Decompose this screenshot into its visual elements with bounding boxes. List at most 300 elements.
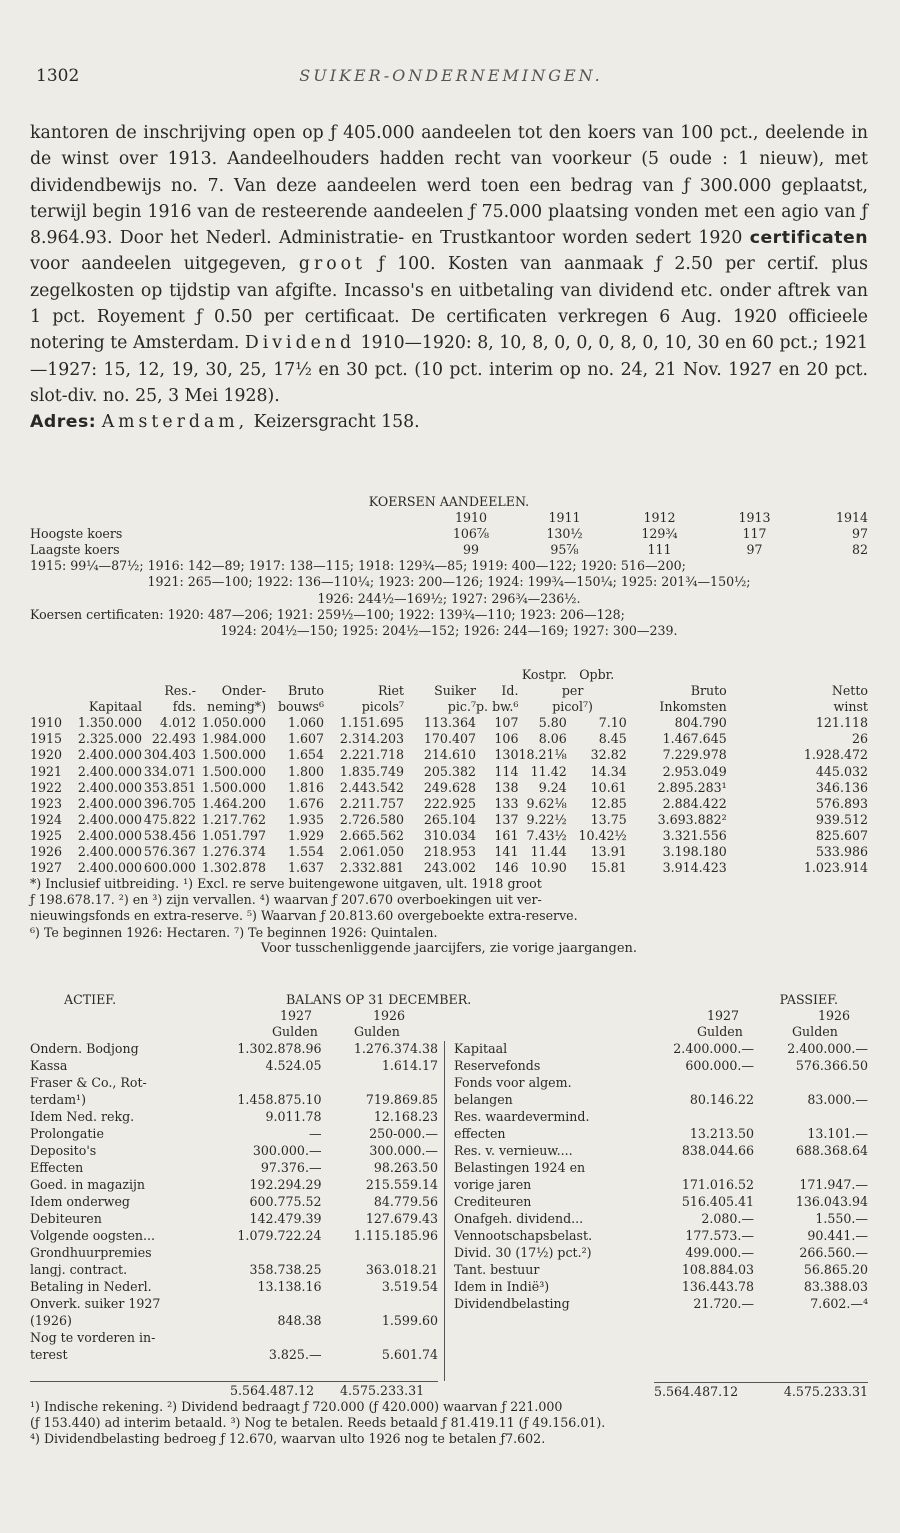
- amount-cell: 13.213.50: [689, 1126, 754, 1142]
- header-cell: Res.-: [164, 683, 196, 699]
- amount-cell: 136.043.94: [795, 1194, 868, 1210]
- stats-section: [30, 667, 868, 957]
- amount-cell: [754, 1109, 868, 1126]
- value-cell: 2.400.000: [77, 827, 142, 843]
- year-cell: 1924: [30, 811, 63, 827]
- unit-label: Gulden: [792, 1024, 838, 1039]
- actief-row: [30, 1347, 438, 1364]
- item-label: Kassa: [30, 1058, 68, 1074]
- year-label: 1926: [818, 1008, 851, 1023]
- item-label: Idem Ned. rekg.: [30, 1109, 135, 1125]
- amount-cell: 171.947.—: [799, 1177, 868, 1193]
- year-cell: 1922: [30, 779, 63, 795]
- item-label: Betaling in Nederl.: [30, 1279, 152, 1295]
- koersen-line-2: 1921: 265—100; 1922: 136—110¼; 1923: 200—126; 1924: 199¾—150¼; 1925: 201¾—150½;: [147, 574, 751, 590]
- item-label: Prolongatie: [30, 1126, 104, 1142]
- value-cell: 2.884.422: [662, 795, 727, 811]
- stats-note-2: ƒ 198.678.17. ²) en ³) zijn vervallen. ⁴) waarvan ƒ 207.670 overboekingen uit ver-: [30, 892, 542, 908]
- header-cell: Kapitaal: [88, 699, 142, 715]
- amount-cell: 171.016.52: [681, 1177, 754, 1193]
- actief-row: [30, 1109, 438, 1126]
- passief-row: [454, 1262, 868, 1279]
- value-cell: 97: [851, 526, 868, 542]
- value-cell: 111: [647, 542, 672, 558]
- amount-cell: 1.079.722.24: [237, 1228, 322, 1244]
- item-label: Kapitaal: [454, 1041, 508, 1057]
- value-cell: 1.816: [287, 779, 324, 795]
- item-label: Divid. 30 (17½) pct.²): [454, 1245, 592, 1261]
- item-label: Res. v. vernieuw....: [454, 1143, 573, 1159]
- year-cell: 1927: [30, 860, 63, 876]
- value-cell: 205.382: [423, 763, 476, 779]
- page-header: [36, 66, 866, 88]
- item-label: Onverk. suiker 1927: [30, 1296, 161, 1312]
- actief-row: [30, 1330, 438, 1347]
- actief-row: [30, 1041, 438, 1058]
- value-cell: 804.790: [674, 715, 727, 731]
- value-cell: 107: [494, 715, 519, 731]
- value-cell: 7.43½: [526, 827, 567, 843]
- amount-cell: 300.000.—: [369, 1143, 438, 1159]
- value-cell: 137: [494, 811, 519, 827]
- koersen-years-row: [30, 510, 868, 526]
- item-label: Nog te vorderen in-: [30, 1330, 156, 1346]
- actief-label: ACTIEF.: [64, 992, 117, 1007]
- value-cell: 2.061.050: [339, 844, 404, 860]
- value-cell: 1.302.878: [201, 860, 266, 876]
- amount-cell: 215.559.14: [365, 1177, 438, 1193]
- item-label: Reservefonds: [454, 1058, 541, 1074]
- value-cell: 1.984.000: [201, 731, 266, 747]
- item-label: Effecten: [30, 1160, 84, 1176]
- item-label: Onafgeh. dividend...: [454, 1211, 584, 1227]
- item-label: Ondern. Bodjong: [30, 1041, 139, 1057]
- value-cell: 1.654: [287, 747, 324, 763]
- amount-cell: 13.138.16: [257, 1279, 322, 1295]
- item-label: terdam¹): [30, 1092, 87, 1108]
- value-cell: 600.000: [143, 860, 196, 876]
- header-cell: winst: [833, 699, 868, 715]
- value-cell: 130½: [546, 526, 583, 542]
- amount-cell: [222, 1330, 321, 1347]
- amount-cell: 136.443.78: [681, 1279, 754, 1295]
- value-cell: 1.050.000: [201, 715, 266, 731]
- item-label: Debiteuren: [30, 1211, 102, 1227]
- header-cell: Riet: [377, 683, 404, 699]
- amount-cell: 300.000.—: [252, 1143, 322, 1159]
- header-cell: Bruto: [690, 683, 727, 699]
- year-label: 1926: [373, 1008, 406, 1023]
- actief-row: [30, 1245, 438, 1262]
- koersen-row: [30, 526, 868, 542]
- unit-label: Gulden: [697, 1024, 743, 1039]
- value-cell: 1.217.762: [201, 811, 266, 827]
- actief-row: [30, 1126, 438, 1143]
- amount-cell: 97.376.—: [260, 1160, 322, 1176]
- year-cell: 1926: [30, 844, 63, 860]
- value-cell: 214.610: [423, 747, 476, 763]
- certificaten-heading: certificaten: [749, 228, 869, 249]
- value-cell: 1.929: [287, 827, 324, 843]
- value-cell: 99: [462, 542, 480, 558]
- value-cell: 1.350.000: [77, 715, 142, 731]
- value-cell: 138: [494, 779, 519, 795]
- amount-cell: 177.573.—: [685, 1228, 754, 1244]
- value-cell: 2.400.000: [77, 844, 142, 860]
- intro-text-3: ƒ 100. Kosten van aanmaak ƒ 2.50 per certif. plus zegelkosten op tijdstip van afgifte. Incasso's en uitbetaling van dividend etc. onder aftrek van 1 pct. Royement ƒ 0.50 per certificaat. De certificaten verkregen 6 Aug. 1920 officieele notering te Amsterdam.: [30, 254, 869, 354]
- value-cell: 475.822: [143, 811, 196, 827]
- header-cell: Id.: [501, 683, 519, 699]
- row-label: Laagste koers: [30, 542, 120, 558]
- stats-header-row: [30, 667, 868, 683]
- amount-cell: 83.388.03: [803, 1279, 868, 1295]
- value-cell: 2.443.542: [339, 779, 404, 795]
- amount-cell: [754, 1075, 868, 1092]
- value-cell: 2.400.000: [77, 747, 142, 763]
- value-cell: 114: [494, 763, 519, 779]
- stats-header-row: [30, 699, 868, 715]
- value-cell: 243.002: [423, 860, 476, 876]
- item-label: effecten: [454, 1126, 506, 1142]
- stats-reference: Voor tusschenliggende jaarcijfers, zie vorige jaargangen.: [260, 940, 638, 956]
- passief-row: [454, 1092, 868, 1109]
- amount-cell: [222, 1296, 321, 1313]
- value-cell: 13.75: [590, 811, 627, 827]
- passief-row: [454, 1058, 868, 1075]
- company-description: [30, 120, 868, 436]
- value-cell: 576.893: [815, 795, 868, 811]
- value-cell: 1.500.000: [201, 747, 266, 763]
- value-cell: 5.80: [538, 715, 567, 731]
- amount-cell: 21.720.—: [693, 1296, 754, 1312]
- value-cell: 141: [494, 844, 519, 860]
- amount-cell: —: [308, 1126, 322, 1142]
- amount-cell: 2.400.000.—: [787, 1041, 868, 1057]
- dividend-word: Dividend: [244, 333, 356, 354]
- value-cell: 106: [494, 731, 519, 747]
- passief-row: [454, 1126, 868, 1143]
- amount-cell: [222, 1075, 321, 1092]
- value-cell: 9.62⅛: [526, 795, 567, 811]
- amount-cell: 84.779.56: [373, 1194, 438, 1210]
- actief-row: [30, 1177, 438, 1194]
- item-label: Deposito's: [30, 1143, 97, 1159]
- amount-cell: 363.018.21: [365, 1262, 438, 1278]
- value-cell: 2.953.049: [662, 763, 727, 779]
- actief-row: [30, 1228, 438, 1245]
- koersen-cert-line-2: 1924: 204½—150; 1925: 204½—152; 1926: 244—169; 1927: 300—239.: [220, 622, 678, 638]
- year-cell: 1921: [30, 763, 63, 779]
- value-cell: 334.071: [143, 763, 196, 779]
- value-cell: 10.61: [590, 779, 627, 795]
- value-cell: 8.45: [598, 731, 627, 747]
- value-cell: 538.456: [143, 827, 196, 843]
- value-cell: 9.22½: [526, 811, 567, 827]
- value-cell: 1.835.749: [339, 763, 404, 779]
- actief-row: [30, 1058, 438, 1075]
- amount-cell: 142.479.39: [249, 1211, 322, 1227]
- unit-label: Gulden: [272, 1024, 318, 1039]
- row-label: Hoogste koers: [30, 526, 123, 542]
- amount-cell: 4.524.05: [265, 1058, 322, 1074]
- adres-label: Adres:: [30, 412, 97, 433]
- value-cell: 1.607: [287, 731, 324, 747]
- value-cell: 129¾: [641, 526, 678, 542]
- balance-title: BALANS OP 31 DECEMBER.: [286, 992, 472, 1007]
- actief-row: [30, 1143, 438, 1160]
- value-cell: 1.023.914: [803, 860, 868, 876]
- koersen-line-3: 1926: 244½—169½; 1927: 296¾—236½.: [317, 590, 581, 606]
- year-label: 1927: [707, 1008, 740, 1023]
- koersen-title: KOERSEN AANDEELEN.: [368, 494, 530, 509]
- stats-row: [30, 860, 868, 876]
- value-cell: 1.500.000: [201, 763, 266, 779]
- passief-row: [454, 1041, 868, 1058]
- amount-cell: 1.115.185.96: [353, 1228, 438, 1244]
- header-cell: fds.: [172, 699, 196, 715]
- value-cell: 9.24: [538, 779, 567, 795]
- stats-note-1: *) Inclusief uitbreiding. ¹) Excl. re serve buitengewone uitgaven, ult. 1918 groot: [30, 876, 542, 892]
- value-cell: 121.118: [815, 715, 868, 731]
- intro-text-1: kantoren de inschrijving open op ƒ 405.000 aandeelen tot den koers van 100 pct., deelende in de winst over 1913. Aandeelhouders hadden recht van voorkeur (5 oude : 1 nieuw), met dividendbewijs no. 7. Van deze aandeelen werd toen een bedrag van ƒ 300.000 geplaatst, terwijl begin 1916 van de resteerende aandeelen ƒ 75.000 plaatsing vonden met een agio van ƒ 8.964.93. Door het Nederl. Administratie- en Trustkantoor worden sedert 1920: [30, 123, 868, 249]
- adres-city: Amsterdam,: [101, 412, 249, 433]
- value-cell: 1.051.797: [201, 827, 266, 843]
- passief-row: [454, 1160, 868, 1177]
- year-cell: 1910: [454, 510, 488, 526]
- value-cell: 95⅞: [550, 542, 579, 558]
- value-cell: 1.464.200: [201, 795, 266, 811]
- amount-cell: 576.366.50: [795, 1058, 868, 1074]
- year-label: 1927: [280, 1008, 313, 1023]
- amount-cell: [754, 1160, 868, 1177]
- header-cell: picol⁷): [552, 699, 593, 715]
- amount-cell: 848.38: [277, 1313, 322, 1329]
- header-cell: Kostpr.: [521, 667, 567, 682]
- value-cell: 533.986: [815, 844, 868, 860]
- amount-cell: 600.775.52: [249, 1194, 322, 1210]
- item-label: Idem in Indië³): [454, 1279, 550, 1295]
- value-cell: 117: [742, 526, 767, 542]
- value-cell: 4.012: [159, 715, 196, 731]
- header-cell: per: [561, 683, 584, 699]
- value-cell: 2.400.000: [77, 779, 142, 795]
- amount-cell: 3.519.54: [381, 1279, 438, 1295]
- item-label: Grondhuurpremies: [30, 1245, 152, 1261]
- amount-cell: [644, 1160, 754, 1177]
- amount-cell: 2.400.000.—: [673, 1041, 754, 1057]
- amount-cell: 250-000.—: [369, 1126, 438, 1142]
- column-divider: [444, 1041, 445, 1381]
- amount-cell: 5.601.74: [381, 1347, 438, 1363]
- value-cell: 130: [494, 747, 519, 763]
- item-label: Goed. in magazijn: [30, 1177, 146, 1193]
- amount-cell: [644, 1109, 754, 1126]
- amount-cell: 1.550.—: [815, 1211, 868, 1227]
- value-cell: 1.637: [287, 860, 324, 876]
- amount-cell: 499.000.—: [685, 1245, 754, 1261]
- amount-cell: 2.080.—: [701, 1211, 754, 1227]
- passief-row: [454, 1228, 868, 1245]
- stats-body: [30, 715, 868, 876]
- value-cell: 218.953: [423, 844, 476, 860]
- header-cell: Inkomsten: [659, 699, 727, 715]
- item-label: Dividendbelasting: [454, 1296, 570, 1312]
- value-cell: 2.400.000: [77, 811, 142, 827]
- passief-row: [454, 1211, 868, 1228]
- year-cell: 1915: [30, 731, 63, 747]
- header-cell: p. bw.⁶: [476, 699, 519, 715]
- value-cell: 133: [494, 795, 519, 811]
- running-title: SUIKER-ONDERNEMINGEN.: [299, 66, 603, 85]
- stats-note-3: nieuwingsfonds en extra-reserve. ⁵) Waarvan ƒ 20.813.60 overgeboekte extra-reserve.: [30, 908, 578, 924]
- item-label: Vennootschapsbelast.: [454, 1228, 593, 1244]
- value-cell: 97: [746, 542, 763, 558]
- value-cell: 32.82: [590, 747, 627, 763]
- balance-footnote-2: (ƒ 153.440) ad interim betaald. ³) Nog te betalen. Reeds betaald ƒ 81.419.11 (ƒ 49.156.01).: [30, 1415, 606, 1431]
- stats-row: [30, 715, 868, 731]
- value-cell: 15.81: [590, 860, 627, 876]
- year-cell: 1912: [643, 510, 676, 526]
- amount-cell: 56.865.20: [803, 1262, 868, 1278]
- actief-row: [30, 1313, 438, 1330]
- header-cell: Suiker: [434, 683, 476, 699]
- amount-cell: 7.602.—⁴: [810, 1296, 868, 1312]
- amount-cell: [322, 1075, 438, 1092]
- value-cell: 3.321.556: [662, 827, 727, 843]
- value-cell: 249.628: [423, 779, 476, 795]
- balance-footnote-1: ¹) Indische rekening. ²) Dividend bedraagt ƒ 720.000 (ƒ 420.000) waarvan ƒ 221.000: [30, 1399, 563, 1414]
- value-cell: 2.221.718: [339, 747, 404, 763]
- value-cell: 26: [851, 731, 868, 747]
- item-label: terest: [30, 1347, 68, 1363]
- value-cell: 7.229.978: [662, 747, 727, 763]
- amount-cell: 3.825.—: [268, 1347, 322, 1363]
- value-cell: 346.136: [815, 779, 868, 795]
- value-cell: 304.403: [143, 747, 196, 763]
- value-cell: 3.198.180: [662, 844, 727, 860]
- amount-cell: 192.294.29: [249, 1177, 322, 1193]
- amount-cell: 358.738.25: [249, 1262, 322, 1278]
- value-cell: 10.42½: [578, 827, 627, 843]
- value-cell: 939.512: [815, 811, 868, 827]
- amount-cell: 838.044.66: [681, 1143, 754, 1159]
- year-cell: 1920: [30, 747, 63, 763]
- passief-row: [454, 1177, 868, 1194]
- value-cell: 445.032: [815, 763, 868, 779]
- value-cell: 146: [494, 860, 519, 876]
- amount-cell: 688.368.64: [795, 1143, 868, 1159]
- stats-row: [30, 844, 868, 860]
- value-cell: 1.800: [287, 763, 324, 779]
- value-cell: 222.925: [423, 795, 476, 811]
- value-cell: 825.607: [815, 827, 868, 843]
- item-label: Res. waardevermind.: [454, 1109, 590, 1125]
- year-cell: 1911: [548, 510, 581, 526]
- value-cell: 3.914.423: [662, 860, 727, 876]
- amount-cell: 1.458.875.10: [237, 1092, 322, 1108]
- koersen-section: [30, 494, 868, 639]
- passief-row: [454, 1245, 868, 1262]
- amount-cell: 12.168.23: [373, 1109, 438, 1125]
- amount-cell: 108.884.03: [681, 1262, 754, 1278]
- passief-row: [454, 1194, 868, 1211]
- value-cell: 2.726.580: [339, 811, 404, 827]
- item-label: langj. contract.: [30, 1262, 128, 1278]
- value-cell: 353.851: [143, 779, 196, 795]
- year-cell: 1914: [835, 510, 868, 526]
- actief-row: [30, 1194, 438, 1211]
- amount-cell: [222, 1245, 321, 1262]
- passief-row: [454, 1109, 868, 1126]
- value-cell: 1.276.374: [201, 844, 266, 860]
- value-cell: 310.034: [423, 827, 476, 843]
- stats-table: [30, 667, 868, 876]
- intro-text-4: 1910—1920: 8, 10, 8, 0, 0, 0, 8, 0, 10, 30 en 60 pct.; 1921—1927: 15, 12, 19, 30, 25, 17½ en 30 pct. (10 pct. interim op no. 24, 21 Nov. 1927 en 20 pct. slot-div. no. 25, 3 Mei 1928).: [30, 333, 868, 406]
- total-passief-1926: 4.575.233.31: [783, 1384, 868, 1399]
- value-cell: 1.676: [287, 795, 324, 811]
- year-cell: 1923: [30, 795, 63, 811]
- total-actief-1926: 4.575.233.31: [340, 1383, 425, 1398]
- amount-cell: 1.614.17: [381, 1058, 438, 1074]
- koersen-cert-line-1: Koersen certificaten: 1920: 487—206; 1921: 259½—100; 1922: 139¾—110; 1923: 206—128;: [30, 606, 625, 622]
- value-cell: 170.407: [423, 731, 476, 747]
- value-cell: 576.367: [143, 844, 196, 860]
- value-cell: 1.928.472: [803, 747, 868, 763]
- amount-cell: 1.599.60: [381, 1313, 438, 1329]
- item-label: Fonds voor algem.: [454, 1075, 572, 1091]
- amount-cell: 98.263.50: [373, 1160, 438, 1176]
- item-label: Volgende oogsten...: [30, 1228, 156, 1244]
- value-cell: 82: [851, 542, 868, 558]
- header-cell: Opbr.: [579, 667, 615, 682]
- actief-row: [30, 1092, 438, 1109]
- value-cell: 11.44: [530, 844, 567, 860]
- year-cell: 1913: [738, 510, 771, 526]
- header-cell: picols⁷: [361, 699, 404, 715]
- total-passief-1927: 5.564.487.12: [654, 1384, 739, 1399]
- header-cell: Bruto: [287, 683, 324, 699]
- year-cell: 1910: [30, 715, 63, 731]
- amount-cell: 90.441.—: [807, 1228, 868, 1244]
- header-cell: neming*): [207, 699, 266, 715]
- item-label: Belastingen 1924 en: [454, 1160, 586, 1176]
- value-cell: 3.693.882²: [657, 811, 727, 827]
- actief-table: [30, 1041, 438, 1364]
- value-cell: 1.151.695: [339, 715, 404, 731]
- koersen-table: [30, 510, 868, 558]
- value-cell: 1.467.645: [662, 731, 727, 747]
- value-cell: 12.85: [590, 795, 627, 811]
- value-cell: 2.325.000: [77, 731, 142, 747]
- total-actief-1927: 5.564.487.12: [230, 1383, 315, 1398]
- value-cell: 2.400.000: [77, 763, 142, 779]
- page-number: 1302: [36, 66, 80, 86]
- koersen-row: [30, 542, 868, 558]
- value-cell: 22.493: [151, 731, 196, 747]
- item-label: belangen: [454, 1092, 513, 1108]
- amount-cell: 719.869.85: [365, 1092, 438, 1108]
- amount-cell: 80.146.22: [689, 1092, 754, 1108]
- stats-row: [30, 747, 868, 763]
- value-cell: 1.500.000: [201, 779, 266, 795]
- amount-cell: 1.276.374.38: [353, 1041, 438, 1057]
- value-cell: 2.895.283¹: [657, 779, 727, 795]
- actief-row: [30, 1279, 438, 1296]
- koersen-line-1: 1915: 99¼—87½; 1916: 142—89; 1917: 138—115; 1918: 129¾—85; 1919: 400—122; 1920: 516—200;: [30, 558, 686, 574]
- item-label: Idem onderweg: [30, 1194, 130, 1210]
- value-cell: 10.90: [530, 860, 567, 876]
- stats-note-4: ⁶) Te beginnen 1926: Hectaren. ⁷) Te beginnen 1926: Quintalen.: [30, 924, 438, 940]
